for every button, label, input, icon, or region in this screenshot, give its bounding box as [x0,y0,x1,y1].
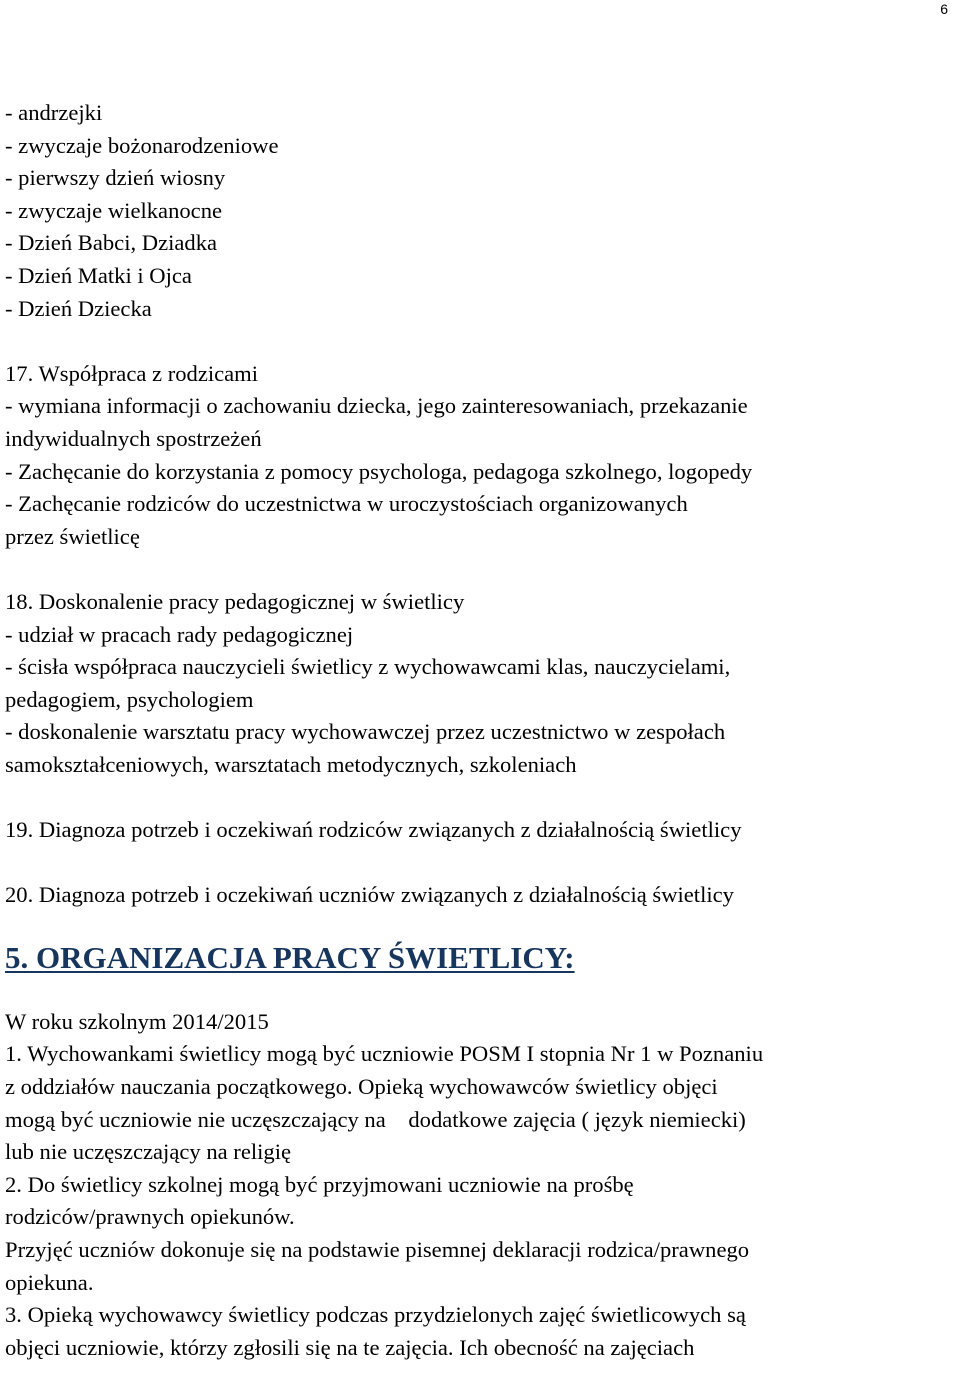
list-item: - zwyczaje wielkanocne [5,197,223,223]
page-number: 6 [940,1,948,17]
list-item: - Dzień Matki i Ojca [5,262,192,288]
paragraph-line: - doskonalenie warsztatu pracy wychowawczej przez uczestnictwo w zespołach [5,719,726,745]
list-item: - zwyczaje bożonarodzeniowe [5,132,279,158]
paragraph-line: - ścisła współpraca nauczycieli świetlicy z wychowawcami klas, nauczycielami, [5,654,731,680]
paragraph-line: W roku szkolnym 2014/2015 [5,1008,269,1034]
list-item: - pierwszy dzień wiosny [5,165,226,191]
holiday-list [5,97,960,325]
paragraph-line: opiekuna. [5,1269,94,1295]
section-17-title: 17. Współpraca z rodzicami [5,360,259,386]
paragraph-line: mogą być uczniowie nie uczęszczający na dodatkowe zajęcia ( język niemiecki) [5,1106,746,1132]
paragraph-line: rodziców/prawnych opiekunów. [5,1204,295,1230]
organization-section [5,1006,960,1365]
paragraph-line: objęci uczniowie, którzy zgłosili się na te zajęcia. Ich obecność na zajęciach [5,1334,695,1360]
paragraph-line: - udział w pracach rady pedagogicznej [5,621,354,647]
paragraph-line: lub nie uczęszczający na religię [5,1139,292,1165]
document-body [5,97,960,1364]
paragraph-line: - Zachęcanie rodziców do uczestnictwa w uroczystościach organizowanych [5,491,688,517]
paragraph-line: indywidualnych spostrzeżeń [5,425,262,451]
paragraph-line: przez świetlicę [5,523,140,549]
list-item: - andrzejki [5,100,103,125]
paragraph-line: - Zachęcanie do korzystania z pomocy psychologa, pedagoga szkolnego, logopedy [5,458,753,484]
paragraph-line: z oddziałów nauczania początkowego. Opieką wychowawców świetlicy objęci [5,1074,718,1100]
paragraph-line: pedagogiem, psychologiem [5,686,254,712]
list-item: - Dzień Babci, Dziadka [5,230,218,256]
paragraph-line: 2. Do świetlicy szkolnej mogą być przyjmowani uczniowie na prośbę [5,1171,634,1197]
paragraph-line: 1. Wychowankami świetlicy mogą być uczniowie POSM I stopnia Nr 1 w Poznaniu [5,1041,764,1067]
section-18 [5,586,960,782]
list-item: - Dzień Dziecka [5,295,152,321]
paragraph-line: samokształceniowych, warsztatach metodycznych, szkoleniach [5,751,577,777]
section-18-title: 18. Doskonalenie pracy pedagogicznej w świetlicy [5,588,465,614]
paragraph-line: 3. Opieką wychowawcy świetlicy podczas przydzielonych zajęć świetlicowych są [5,1302,746,1328]
section-20-title: 20. Diagnoza potrzeb i oczekiwań uczniów związanych z działalnością świetlicy [5,882,734,908]
paragraph-line: - wymiana informacji o zachowaniu dziecka, jego zainteresowaniach, przekazanie [5,393,748,419]
paragraph-line: Przyjęć uczniów dokonuje się na podstawie pisemnej deklaracji rodzica/prawnego [5,1237,750,1262]
chapter-heading: 5. ORGANIZACJA PRACY ŚWIETLICY: [5,939,575,975]
section-19-title: 19. Diagnoza potrzeb i oczekiwań rodziców związanych z działalnością świetlicy [5,817,742,843]
section-17 [5,358,960,554]
